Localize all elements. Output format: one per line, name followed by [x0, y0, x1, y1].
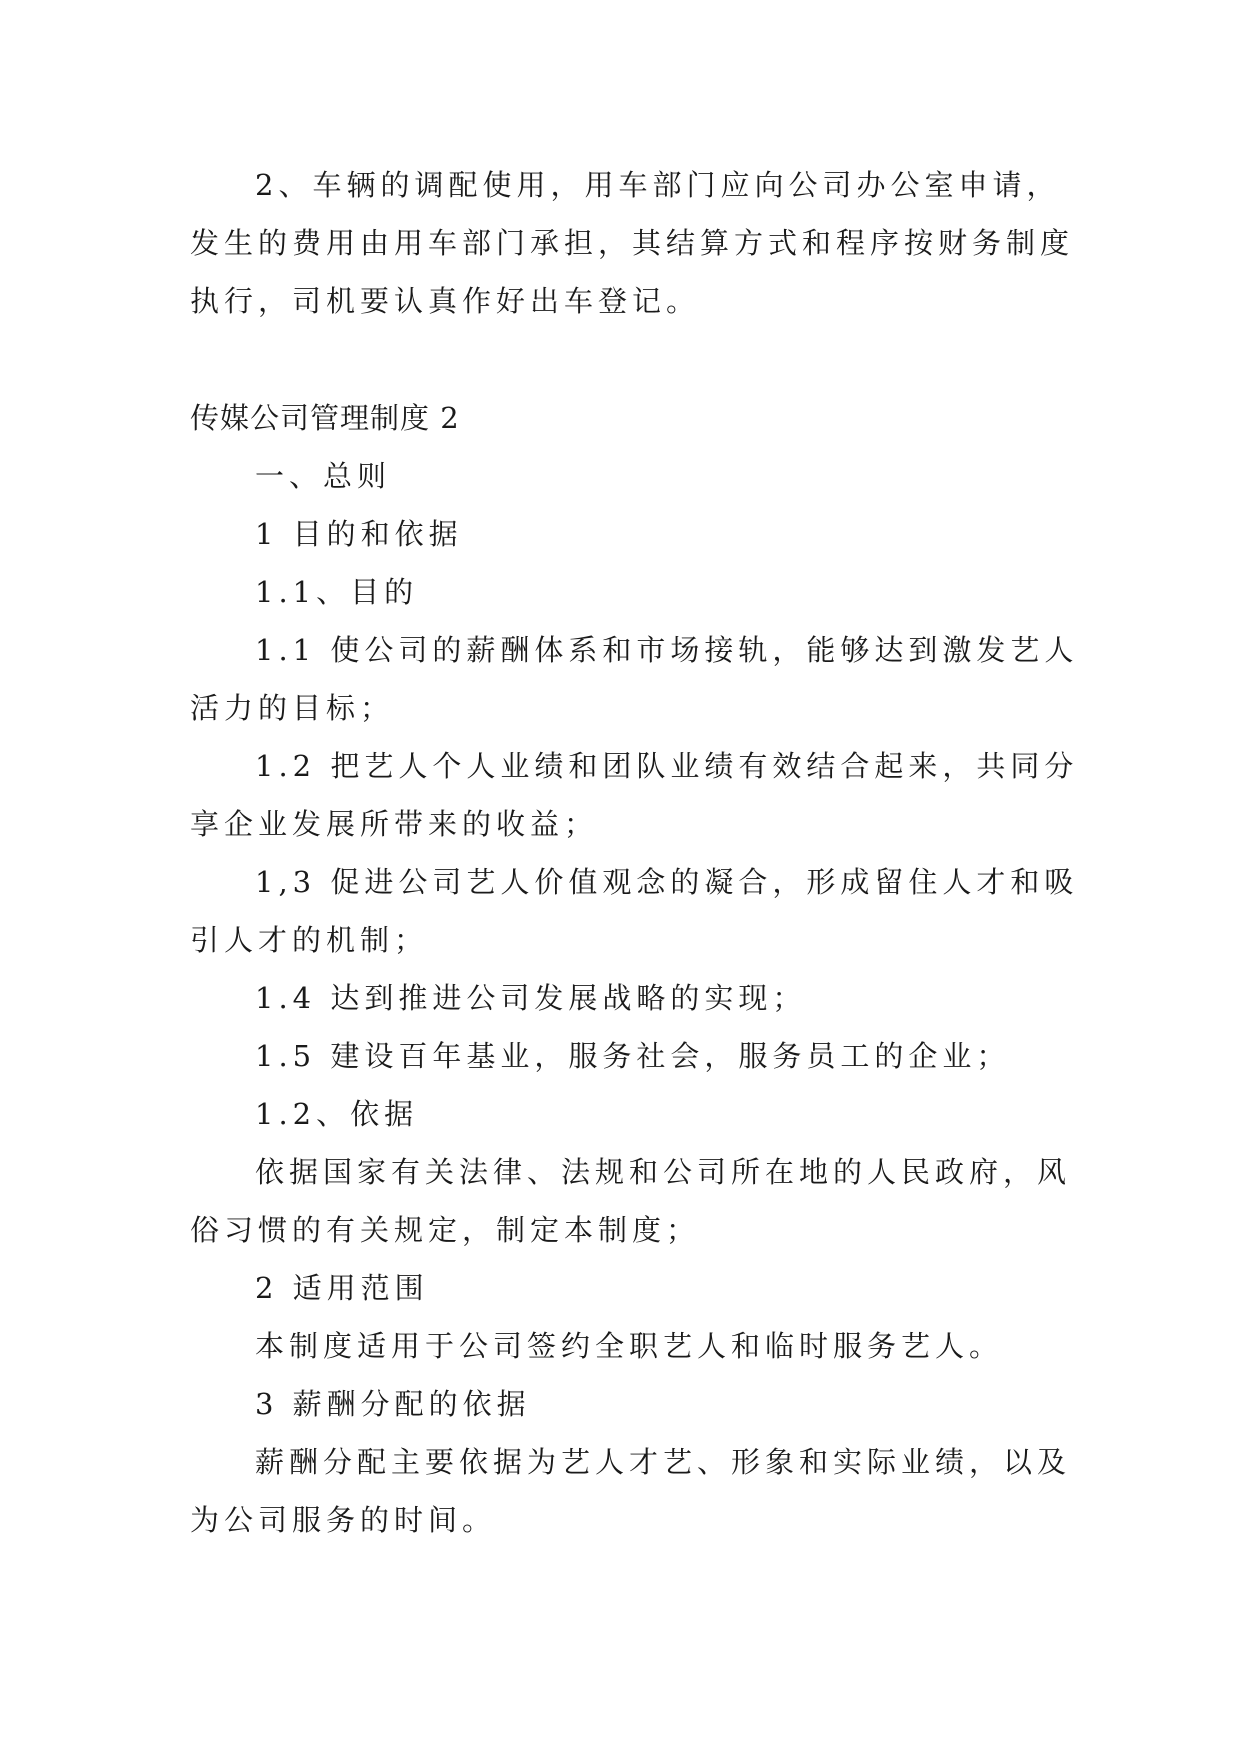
heading-line: 2 适用范围: [255, 1271, 429, 1305]
paragraph-line: 为公司服务的时间。: [190, 1503, 497, 1537]
paragraph-line: 活力的目标；: [190, 691, 395, 725]
heading-line: 1 目的和依据: [255, 517, 463, 551]
paragraph-line: 俗习惯的有关规定，制定本制度；: [190, 1213, 701, 1247]
heading-line: 一、总则: [255, 459, 392, 493]
paragraph-line: 1.4 达到推进公司发展战略的实现；: [255, 981, 807, 1015]
paragraph-line: 1.2 把艺人个人业绩和团队业绩有效结合起来，共同分: [255, 749, 1079, 783]
paragraph-line: 引人才的机制；: [190, 923, 429, 957]
paragraph-line: 1.5 建设百年基业，服务社会，服务员工的企业；: [255, 1039, 1011, 1073]
heading-line: 1.2、依据: [255, 1097, 419, 1131]
paragraph-line: 1,3 促进公司艺人价值观念的凝合，形成留住人才和吸: [255, 865, 1079, 899]
paragraph-line: 发生的费用由用车部门承担，其结算方式和程序按财务制度: [190, 226, 1075, 260]
paragraph-line: 本制度适用于公司签约全职艺人和临时服务艺人。: [255, 1329, 1004, 1363]
paragraph-line: 依据国家有关法律、法规和公司所在地的人民政府，风: [255, 1155, 1072, 1189]
paragraph-line: 执行，司机要认真作好出车登记。: [190, 284, 701, 318]
heading-line: 3 薪酬分配的依据: [255, 1387, 531, 1421]
section-title: 传媒公司管理制度 2: [190, 401, 460, 435]
heading-line: 1.1、目的: [255, 575, 419, 609]
paragraph-line: 享企业发展所带来的收益；: [190, 807, 599, 841]
paragraph-line: 薪酬分配主要依据为艺人才艺、形象和实际业绩，以及: [255, 1445, 1072, 1479]
paragraph-line: 2、车辆的调配使用，用车部门应向公司办公室申请，: [255, 168, 1061, 202]
paragraph-line: 1.1 使公司的薪酬体系和市场接轨，能够达到激发艺人: [255, 633, 1079, 667]
